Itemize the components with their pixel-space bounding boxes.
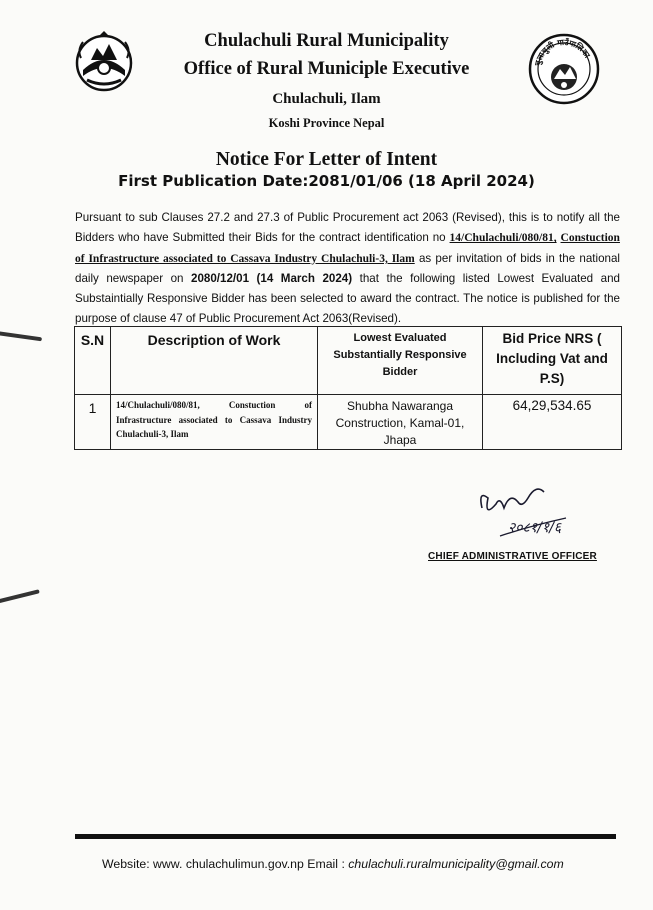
header-sn: S.N: [75, 327, 111, 395]
notice-title: Notice For Letter of Intent: [215, 149, 438, 170]
signature-date: २०८१/१/६: [508, 520, 562, 536]
footer-email: chulachuli.ruralmunicipality@gmail.com: [348, 857, 564, 871]
table-header-row: [75, 327, 622, 395]
scan-artifact: [0, 331, 42, 342]
header-bidder: [318, 327, 483, 395]
footer-contact: [102, 857, 564, 871]
table-row: [75, 395, 622, 450]
row-bidder: [318, 395, 483, 450]
paragraph-middle: as per invitation of bids in the national daily newspaper on: [75, 251, 620, 285]
header-bidder-text: Lowest Evaluated Substantially Responsive Bidder: [333, 332, 467, 378]
row-sn: 1: [75, 395, 111, 450]
contract-name: Constuction of Infrastructure associated to Cassava Industry Chulachuli-3, Ilam: [75, 232, 620, 265]
paragraph-intro: Pursuant to sub Clauses 27.2 and 27.3 of Public Procurement act 2063 (Revised), this is to notify all the Bidders who have Submitted their Bids for the contract identification no: [75, 211, 620, 245]
publication-date: First Publication Date:2081/01/06 (18 April 2024): [118, 172, 535, 190]
place-name: Chulachuli, Ilam: [272, 91, 381, 107]
paragraph-end: that the following listed Lowest Evaluated and Substaintially Responsive Bidder has been selected to award the contract. The notice is published for the purpose of clause 47 of Public Procurement Act 2063(Revised).: [75, 271, 620, 326]
notice-paragraph: [75, 208, 620, 330]
header-price: [483, 327, 622, 395]
province-name: Koshi Province Nepal: [268, 116, 385, 130]
row-price: 64,29,534.65: [483, 395, 622, 450]
signature-image: [470, 478, 580, 558]
municipality-name: Chulachuli Rural Municipality: [204, 31, 449, 51]
award-table: [74, 326, 622, 450]
row-bidder-text: Shubha Nawaranga Construction, Kamal-01, Jhapa: [335, 399, 465, 447]
office-name: Office of Rural Municiple Executive: [183, 59, 470, 79]
contract-id: 14/Chulachuli/080/81,: [449, 232, 557, 245]
seal-text: चुलाचुली गाउँपालिका: [533, 37, 592, 67]
municipality-seal-icon: [528, 33, 600, 105]
officer-designation: CHIEF ADMINISTRATIVE OFFICER: [428, 551, 597, 562]
scan-artifact: [0, 589, 40, 604]
footer-divider: [75, 834, 616, 839]
row-description: 14/Chulachuli/080/81, Constuction of Infrastructure associated to Cassava Industry Chulachuli-3, Ilam: [111, 395, 318, 450]
newspaper-date: 2080/12/01 (14 March 2024): [191, 271, 353, 285]
header-price-text: Bid Price NRS ( Including Vat and P.S): [496, 331, 608, 386]
header-description: Description of Work: [111, 327, 318, 395]
footer-website: Website: www. chulachulimun.gov.np Email :: [102, 857, 345, 871]
